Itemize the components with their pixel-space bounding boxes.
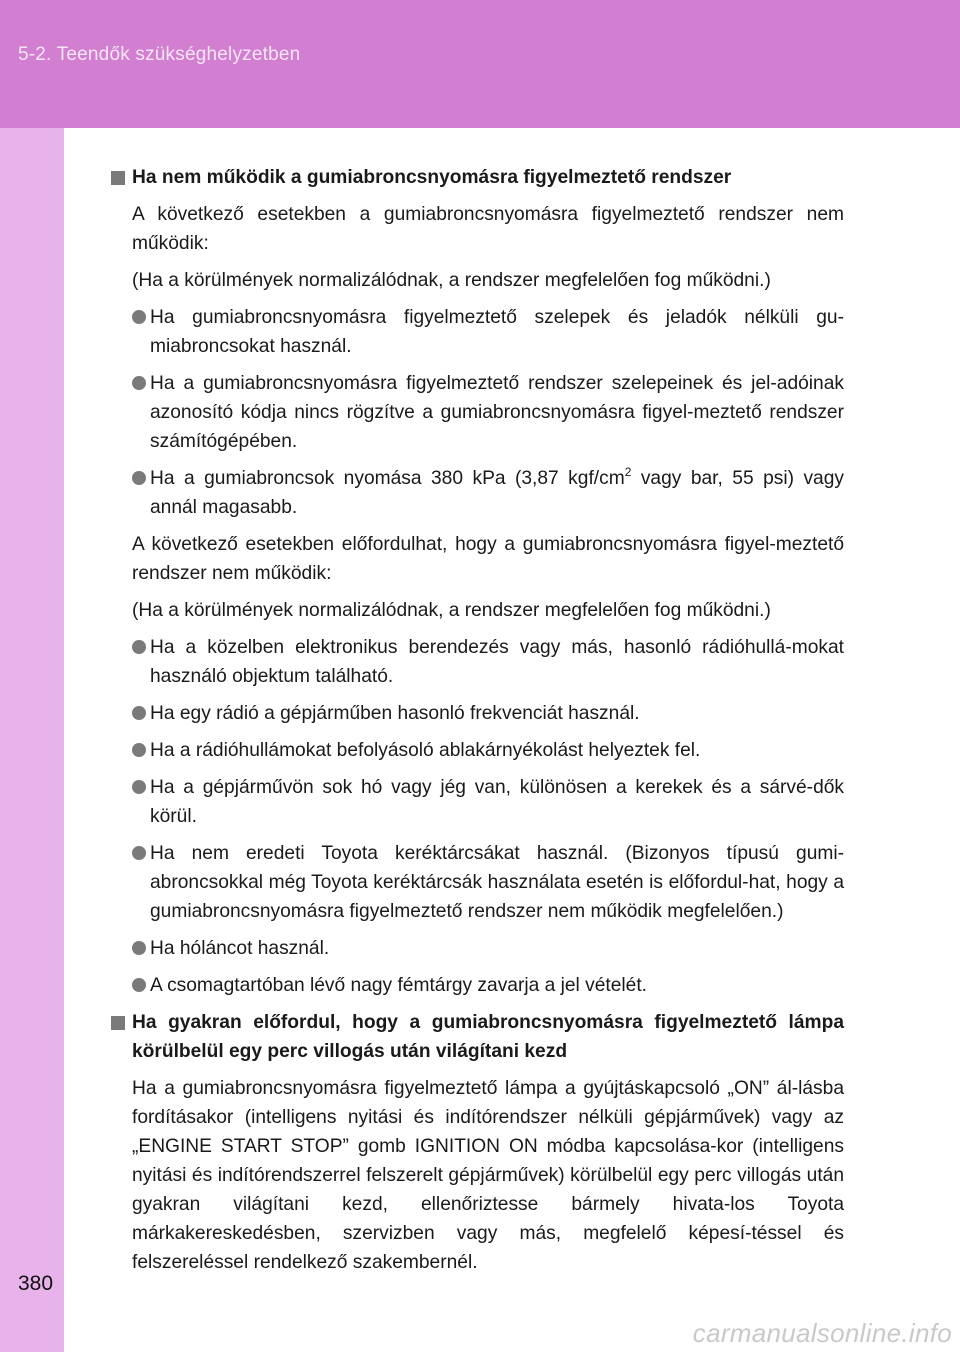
- round-bullet-icon: [132, 640, 146, 654]
- round-bullet-icon: [132, 706, 146, 720]
- round-bullet-icon: [132, 471, 146, 485]
- round-bullet-icon: [132, 780, 146, 794]
- list-item: Ha hóláncot használ.: [132, 934, 844, 963]
- page-number: 380: [18, 1272, 54, 1295]
- paragraph-note: (Ha a körülmények normalizálódnak, a rendszer megfelelően fog működni.): [132, 270, 771, 291]
- round-bullet-icon: [132, 846, 146, 860]
- section-heading: Ha gyakran előfordul, hogy a gumiabroncsnyomásra figyelmeztető lámpa körülbelül egy perc villogás után világítani kezd: [110, 1008, 844, 1066]
- section-heading: Ha nem működik a gumiabroncsnyomásra figyelmeztető rendszer: [110, 163, 844, 192]
- watermark: carmanualsonline.info: [692, 1318, 952, 1348]
- list-item: Ha a gumiabroncsnyomásra figyelmeztető rendszer szelepeinek és jel-adóinak azonosító kódja nincs rögzítve a gumiabroncsnyomásra figyel-meztető rendszer számítógépében.: [132, 369, 844, 456]
- square-bullet-icon: [111, 1016, 125, 1030]
- round-bullet-icon: [132, 941, 146, 955]
- round-bullet-icon: [132, 310, 146, 324]
- round-bullet-icon: [132, 376, 146, 390]
- list-item: A csomagtartóban lévő nagy fémtárgy zavarja a jel vételét.: [132, 971, 844, 1000]
- paragraph: Ha a gumiabroncsnyomásra figyelmeztető lámpa a gyújtáskapcsoló „ON” ál-lásba fordításakor (intelligens nyitási és indítórendszer nélküli gépjárművek) vagy az „ENGINE START STOP” gomb IGNITION ON módba kapcsolása-kor (intelligens nyitási és indítórendszerrel felszerelt gépjárművek) körülbelül egy perc villogás után gyakran világítani kezd, ellenőriztesse bármely hivata-los Toyota márkakereskedésben, szervizben vagy más, megfelelő képesí-téssel és felszereléssel rendelkező szakembernél.: [132, 1078, 844, 1273]
- paragraph: A következő esetekben a gumiabroncsnyomásra figyelmeztető rendszer nem működik:: [132, 204, 844, 254]
- round-bullet-icon: [132, 743, 146, 757]
- list-item: Ha a közelben elektronikus berendezés vagy más, hasonló rádióhullá-mokat használó objektum található.: [132, 633, 844, 691]
- list-item: Ha a rádióhullámokat befolyásoló ablakárnyékolást helyeztek fel.: [132, 736, 844, 765]
- page-header: [0, 0, 960, 128]
- superscript: 2: [624, 465, 632, 479]
- list-item: Ha nem eredeti Toyota keréktárcsákat használ. (Bizonyos típusú gumi-abroncsokkal még Toyota keréktárcsák használata esetén is előfordul-hat, hogy a gumiabroncsnyomásra figyelmeztető rendszer nem működik megfelelően.): [132, 839, 844, 926]
- round-bullet-icon: [132, 978, 146, 992]
- side-margin-band: [0, 128, 64, 1352]
- list-item: Ha egy rádió a gépjárműben hasonló frekvenciát használ.: [132, 699, 844, 728]
- square-bullet-icon: [111, 171, 125, 185]
- list-item: Ha a gumiabroncsok nyomása 380 kPa (3,87 kgf/$cm^2$ vagy bar, 55 psi) vagy annál magasabb.: [132, 464, 844, 522]
- paragraph-note: (Ha a körülmények normalizálódnak, a rendszer megfelelően fog működni.): [132, 600, 771, 621]
- list-item: Ha gumiabroncsnyomásra figyelmeztető szelepek és jeladók nélküli gu-miabroncsokat használ.: [132, 303, 844, 361]
- page-content: [110, 163, 844, 1285]
- section-title: 5-2. Teendők szükséghelyzetben: [18, 44, 301, 65]
- paragraph: A következő esetekben előfordulhat, hogy a gumiabroncsnyomásra figyel-meztető rendszer nem működik:: [132, 534, 844, 584]
- list-item: Ha a gépjárművön sok hó vagy jég van, különösen a kerekek és a sárvé-dők körül.: [132, 773, 844, 831]
